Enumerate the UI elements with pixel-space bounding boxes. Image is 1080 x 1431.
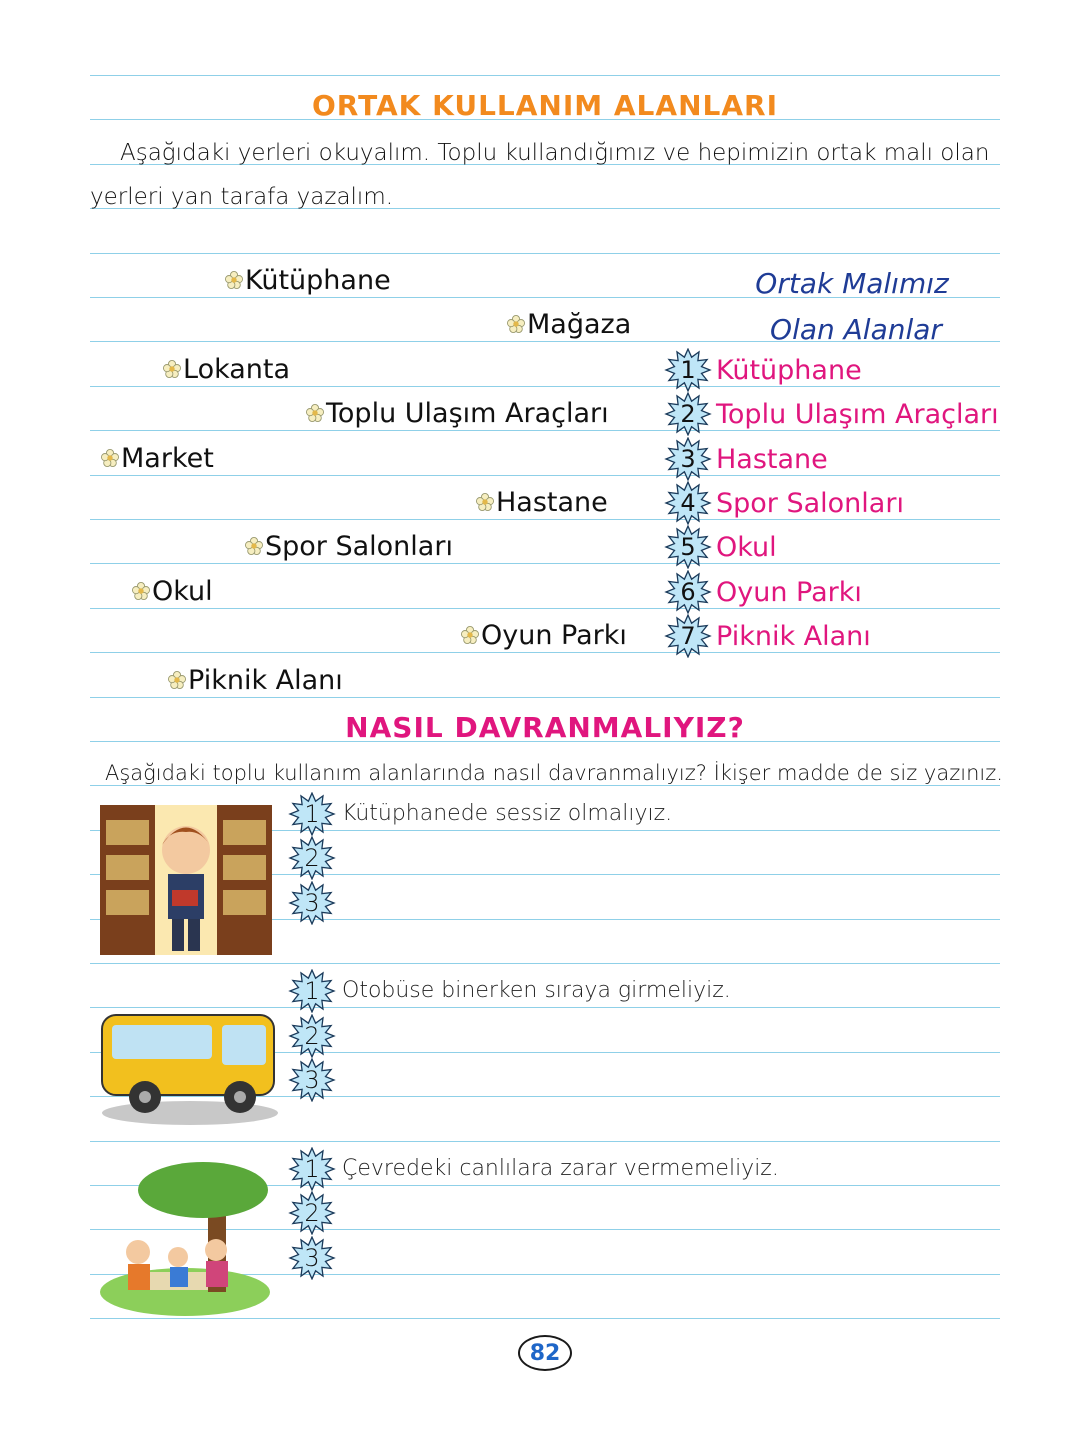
place-item [225, 267, 391, 294]
place-item [476, 489, 608, 516]
answer-label: Toplu Ulaşım Araçları [716, 398, 999, 430]
answer-item [664, 481, 904, 525]
library-boy-illustration [100, 800, 272, 962]
rule-line [90, 1141, 1000, 1142]
behavior-item [288, 792, 672, 836]
place-label: Lokanta [183, 354, 291, 385]
page-number: 82 [518, 1335, 572, 1371]
number-star-badge: 3 [288, 881, 336, 925]
behavior-text: Çevredeki canlılara zarar vermemeliyiz. [342, 1156, 779, 1181]
place-label: Toplu Ulaşım Araçları [326, 398, 609, 429]
flower-bullet-icon [306, 400, 324, 427]
behavior-item [288, 836, 342, 880]
number-star-badge: 3 [288, 1236, 336, 1280]
place-label: Spor Salonları [265, 531, 453, 562]
flower-bullet-icon [225, 267, 243, 294]
answer-header: Olan Alanlar [770, 313, 942, 346]
behavior-text: Kütüphanede sessiz olmalıyız. [342, 801, 673, 826]
number-star-badge: 3 [664, 437, 712, 481]
answer-label: Oyun Parkı [716, 576, 862, 608]
instruction-text: Aşağıdaki yerleri okuyalım. Toplu kullandığımız ve hepimizin ortak malı olan [120, 140, 990, 166]
number-star-badge: 1 [664, 348, 712, 392]
flower-bullet-icon [461, 622, 479, 649]
number-star-badge: 7 [664, 614, 712, 658]
number-star-badge: 4 [664, 481, 712, 525]
place-item [168, 667, 343, 694]
number-star-badge: 2 [288, 1014, 336, 1058]
behavior-item [288, 1191, 342, 1235]
number-star-badge: 1 [288, 792, 336, 836]
flower-bullet-icon [101, 445, 119, 472]
number-star-badge: 3 [288, 1058, 336, 1102]
place-item [132, 578, 213, 605]
section-title: NASIL DAVRANMALIYIZ? [345, 711, 745, 744]
bus-illustration [100, 1005, 280, 1127]
place-label: Piknik Alanı [188, 665, 343, 696]
number-star-badge: 1 [288, 969, 336, 1013]
rule-line [90, 253, 1000, 254]
rule-line [90, 475, 1000, 476]
place-item [507, 311, 631, 338]
number-star-badge: 5 [664, 525, 712, 569]
rule-line [90, 563, 1000, 564]
answer-label: Hastane [716, 443, 828, 475]
answer-header: Ortak Malımız [755, 267, 949, 300]
behavior-item [288, 1014, 342, 1058]
behavior-item [288, 969, 731, 1013]
rule-line [90, 785, 1000, 786]
flower-bullet-icon [507, 311, 525, 338]
answer-item [664, 525, 777, 569]
answer-item [664, 614, 871, 658]
rule-line [90, 697, 1000, 698]
number-star-badge: 2 [288, 1191, 336, 1235]
place-item [101, 445, 214, 472]
behavior-item [288, 1147, 779, 1191]
instruction-text: yerleri yan tarafa yazalım. [90, 184, 394, 210]
instruction-text: Aşağıdaki toplu kullanım alanlarında nasıl davranmalıyız? İkişer madde de siz yazınız. [105, 761, 1003, 785]
behavior-item [288, 1236, 342, 1280]
behavior-text: Otobüse binerken sıraya girmeliyiz. [342, 978, 731, 1003]
flower-bullet-icon [245, 533, 263, 560]
behavior-item [288, 1058, 342, 1102]
answer-item [664, 392, 999, 436]
number-star-badge: 2 [664, 392, 712, 436]
rule-line [90, 1318, 1000, 1319]
rule-line [90, 963, 1000, 964]
place-label: Oyun Parkı [481, 620, 627, 651]
flower-bullet-icon [476, 489, 494, 516]
number-star-badge: 2 [288, 836, 336, 880]
place-label: Market [121, 443, 214, 474]
flower-bullet-icon [132, 578, 150, 605]
answer-label: Kütüphane [716, 354, 862, 386]
answer-label: Okul [716, 531, 777, 563]
rule-line [90, 75, 1000, 76]
place-label: Okul [152, 576, 213, 607]
rule-line [90, 608, 1000, 609]
place-item [245, 533, 453, 560]
answer-label: Piknik Alanı [716, 620, 871, 652]
flower-bullet-icon [163, 356, 181, 383]
number-star-badge: 6 [664, 570, 712, 614]
place-label: Mağaza [527, 309, 632, 340]
behavior-item [288, 881, 342, 925]
answer-item [664, 348, 862, 392]
flower-bullet-icon [168, 667, 186, 694]
number-star-badge: 1 [288, 1147, 336, 1191]
place-item [306, 400, 609, 427]
section-title: ORTAK KULLANIM ALANLARI [311, 89, 778, 122]
answer-item [664, 437, 828, 481]
place-label: Kütüphane [245, 265, 391, 296]
answer-item [664, 570, 862, 614]
picnic-illustration [98, 1162, 272, 1318]
place-item [461, 622, 627, 649]
answer-label: Spor Salonları [716, 487, 904, 519]
place-label: Hastane [496, 487, 608, 518]
place-item [163, 356, 290, 383]
rule-line [90, 386, 1000, 387]
